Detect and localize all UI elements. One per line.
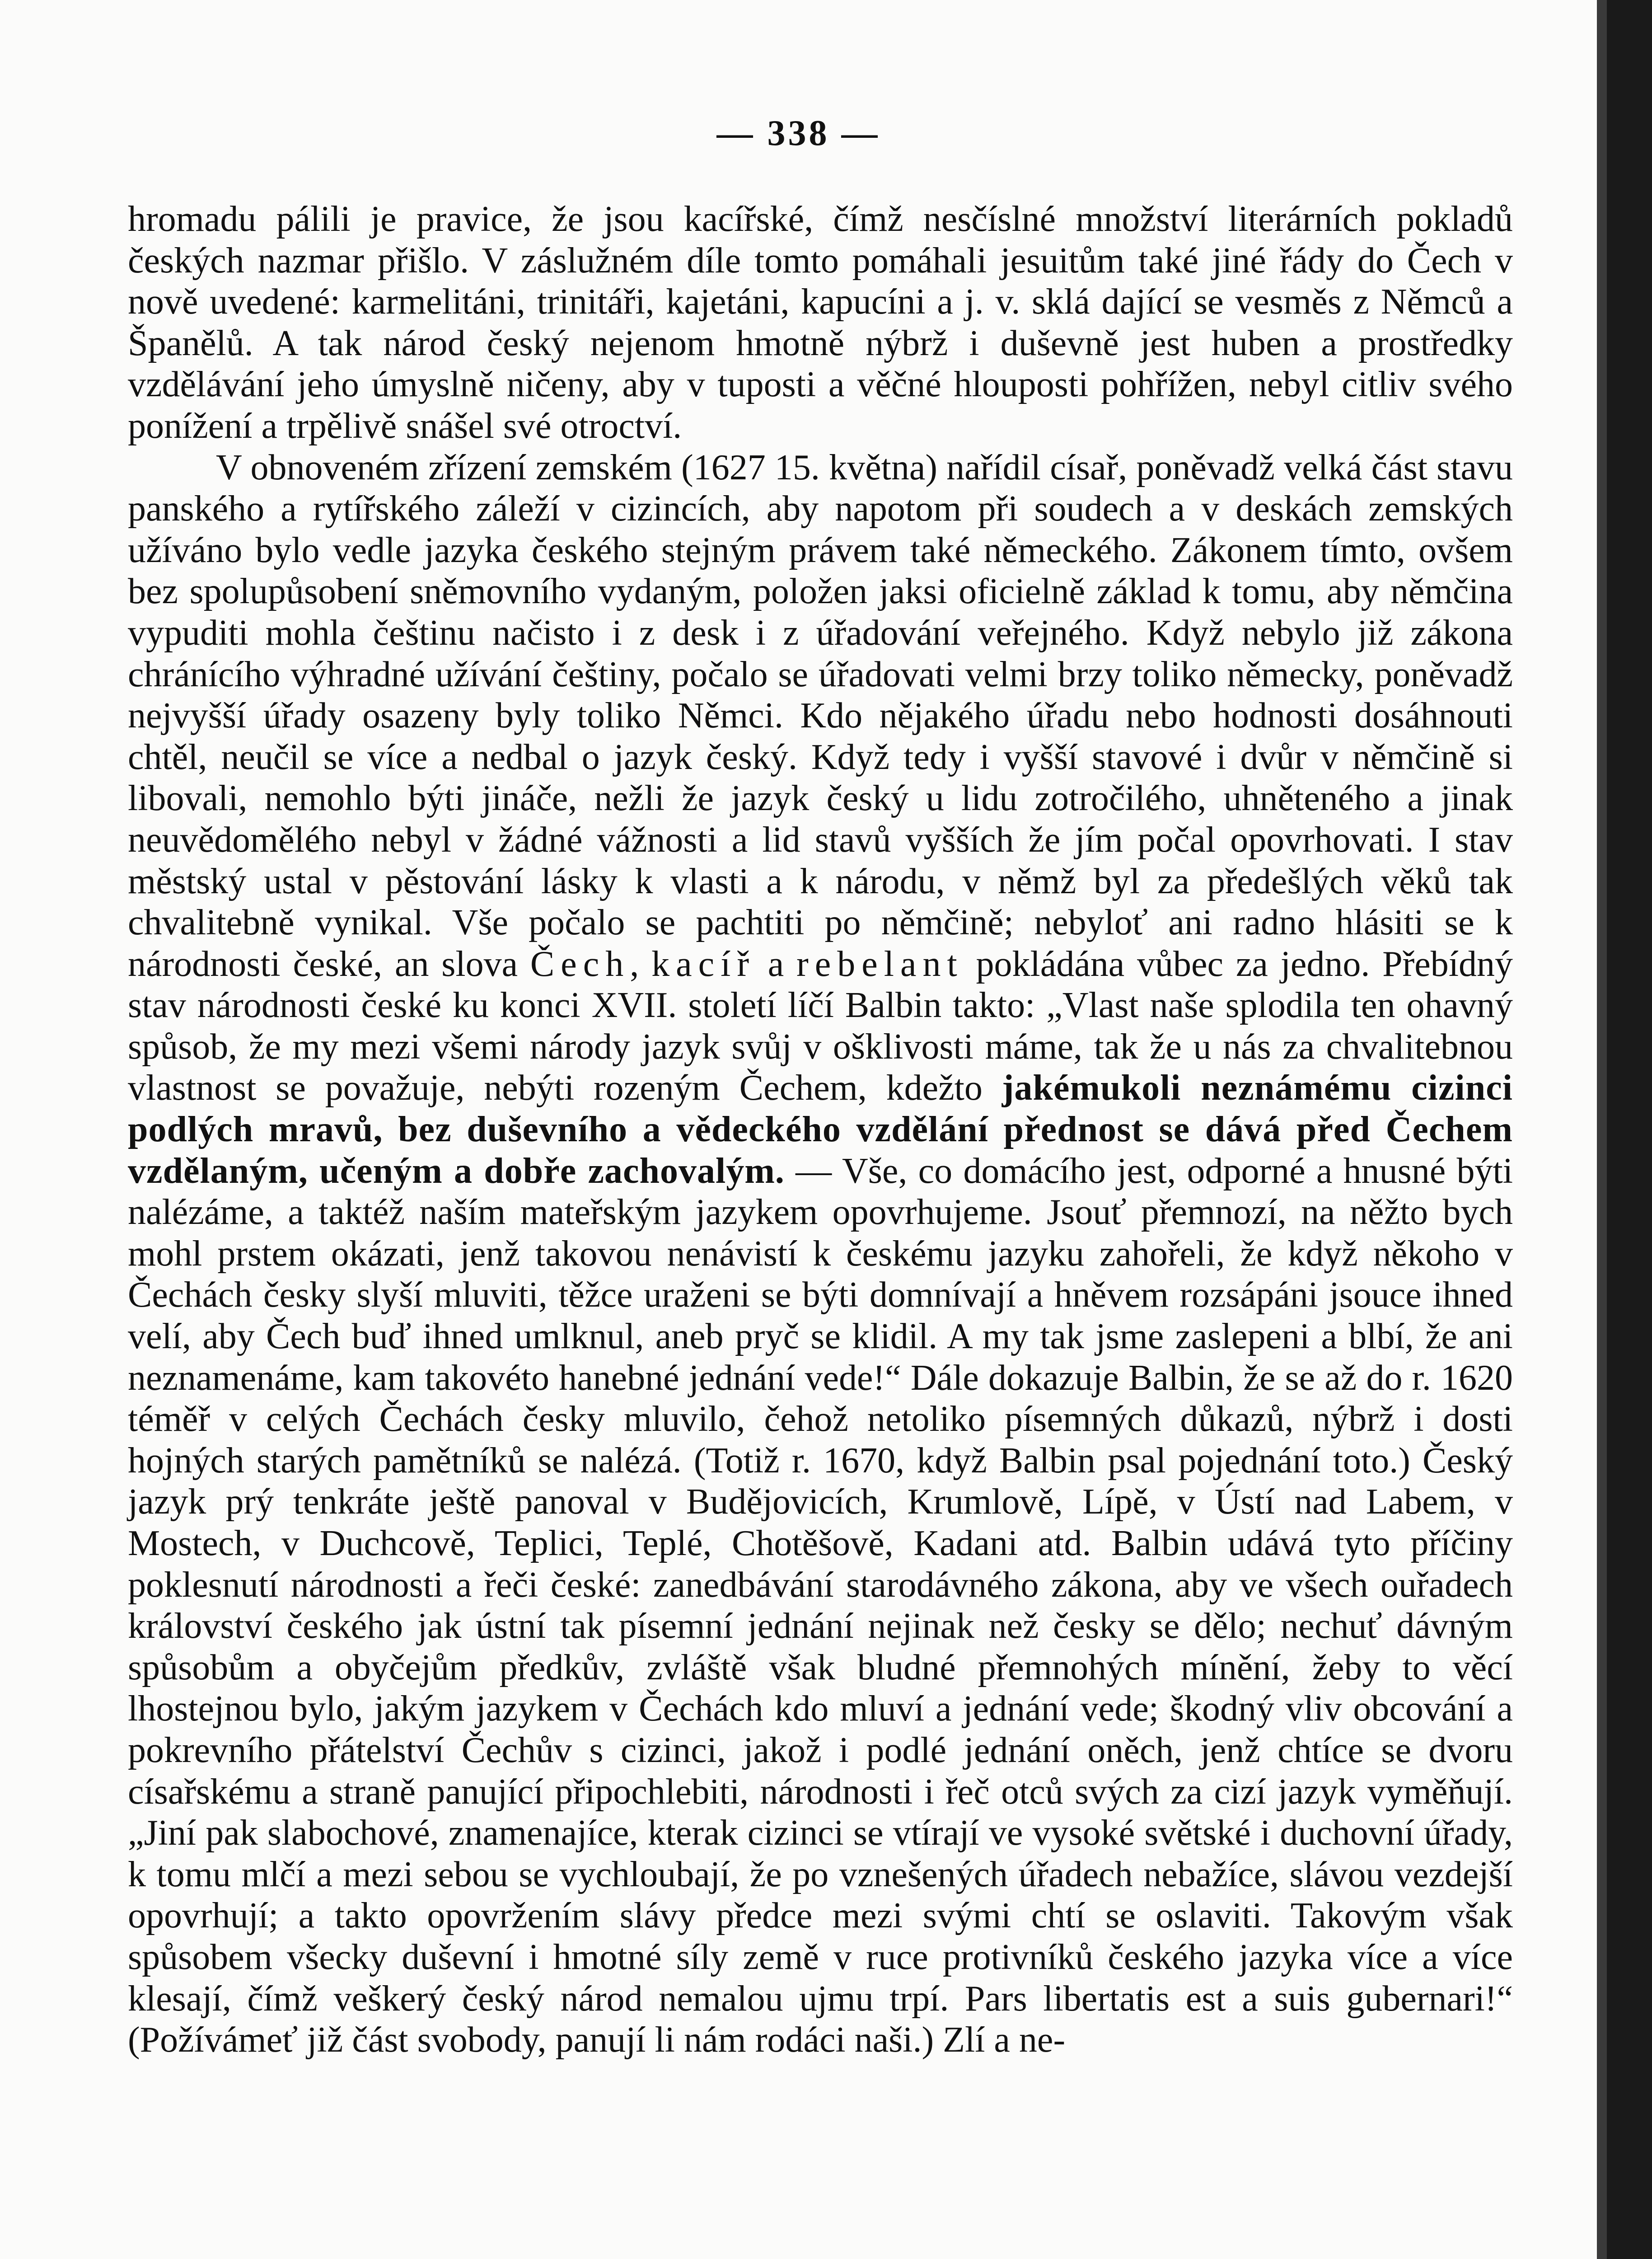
- text-run: hromadu pálili je pravice, že jsou kacířské, čímž nesčíslné množství literárních pokladů českých nazmar přišlo. V záslužném díle tomto pomáhali jesuitům také jiné řády do Čech v nově uvedené: karmelitáni, trinitáři, kajetáni, kapucíni a j. v. sklá dající se vesměs z Němců a Španělů. A tak národ český nejenom hmotně nýbrž i duševně jest huben a prostředky vzdělávání jeho úmyslně ničeny, aby v tuposti a věčné hlouposti pohřížen, nebyl citliv svého ponížení a trpělivě snášel své otroctví.: [128, 199, 1513, 446]
- text-run: — Vše, co domácího jest, odporné a hnusné býti nalézáme, a taktéž naším mateřským jazykem opovrhujeme. Jsouť přemnozí, na něžto bych mohl prstem okázati, jenž takovou nenávistí k českému jazyku zahořeli, že když někoho v Čechách česky slyší mluviti, těžce uraženi se býti domnívají a hněvem rozsápáni jsouce ihned velí, aby Čech buď ihned umlknul, aneb pryč se klidil. A my tak jsme zaslepeni a blbí, že ani neznamenáme, kam takovéto hanebné jednání vede!“ Dále dokazuje Balbin, že se až do r. 1620 téměř v celých Čechách česky mluvilo, čehož netoliko písemných důkazů, nýbrž i dosti hojných starých pamětníků se nalézá. (Totiž r. 1670, když Balbin psal pojednání toto.) Český jazyk prý tenkráte ještě panoval v Budějovicích, Krumlově, Lípě, v Ústí nad Labem, v Mostech, v Duchcově, Teplici, Teplé, Chotěšově, Kadani atd. Balbin udává tyto příčiny poklesnutí národnosti a řeči české: zanedbávání starodávného zákona, aby ve všech ouřadech království českého jak ústní tak písemní jednání nejinak než česky se dělo; nechuť dávným spůsobům a obyčejům předkův, zvláště však bludné přemnohých mínění, žeby to věcí lhostejnou bylo, jakým jazykem v Čechách kdo mluví a jednání vede; škodný vliv obcování a pokrevního přátelství Čechův s cizinci, jakož i podlé jednání oněch, jenž chtíce se dvoru císařskému a straně panující připochlebiti, národnosti i řeč otců svých za cizí jazyk vyměňují. „Jiní pak slabochové, znamenajíce, kterak cizinci se vtírají ve vysoké světské i duchovní úřady, k tomu mlčí a mezi sebou se vychloubají, že po vznešených úřadech nebažíce, slávou vezdejší opovrhují; a takto opovržením slávy předce mezi svými chtí se oslaviti. Takovým však spůsobem všecky duševní i hmotné síly země v ruce protivníků českého jazyka více a více klesají, čímž veškerý český národ nemalou ujmu trpí. Pars libertatis est a suis gubernari!“ (Požívámeť již část svobody, panují li nám rodáci naši.) Zlí a ne-: [128, 1151, 1513, 2060]
- spaced-word: Čech: [530, 944, 630, 984]
- text-run: pokládána vůbec za jedno. Přebídný stav národnosti české ku konci XVII. století líčí Balbin takto: „Vlast naše splodila ten ohavný spůsob, že my mezi všemi národy jazyk svůj v ošklivosti máme, tak že u nás za chvalitebnou vlastnost se považuje, nebýti rozeným Čechem, kdežto: [128, 944, 1513, 1108]
- paragraph: [128, 199, 1513, 447]
- scan-edge: [1597, 0, 1607, 2259]
- body-text: [128, 199, 1513, 2061]
- paragraph: [128, 447, 1513, 2061]
- text-run: ,: [630, 944, 652, 984]
- page-number: — 338 —: [716, 113, 880, 153]
- emphasized-text: jakémukoli neznámému cizinci podlých mravů, bez duševního a vědeckého vzdělání přednost se dává před Čechem vzdělaným, učeným a dobře zachovalým.: [128, 1068, 1513, 1191]
- text-run: V obnoveném zřízení zemském (1627 15. května) nařídil císař, poněvadž velká část stavu panského a rytířského záleží v cizincích, aby napotom při soudech a v deskách zemských užíváno bylo vedle jazyka českého stejným právem také německého. Zákonem tímto, ovšem bez spolupůsobení sněmovního vydaným, položen jaksi oficielně základ k tomu, aby němčina vypuditi mohla češtinu načisto i z desk i z úřadování veřejného. Když nebylo již zákona chránícího výhradné užívání češtiny, počalo se úřadovati velmi brzy toliko německy, poněvadž nejvyšší úřady osazeny byly toliko Němci. Kdo nějakého úřadu nebo hodnosti dosáhnouti chtěl, neučil se více a nedbal o jazyk český. Když tedy i vyšší stavové i dvůr v němčině si libovali, nemohlo býti jináče, nežli že jazyk český u lidu zotročilého, uhněteného a jinak neuvědomělého nebyl v žádné vážnosti a lid stavů vyšších že jím počal opovrhovati. I stav městský ustal v pěstování lásky k vlasti a k národu, v němž byl za předešlých věků tak chvalitebně vynikal. Vše počalo se pachtiti po němčině; nebyloť ani radno hlásiti se k národnosti české, an slova: [128, 447, 1513, 984]
- spaced-word: rebelant: [796, 944, 964, 984]
- text-run: a: [755, 944, 797, 984]
- spaced-word: kacíř: [651, 944, 755, 984]
